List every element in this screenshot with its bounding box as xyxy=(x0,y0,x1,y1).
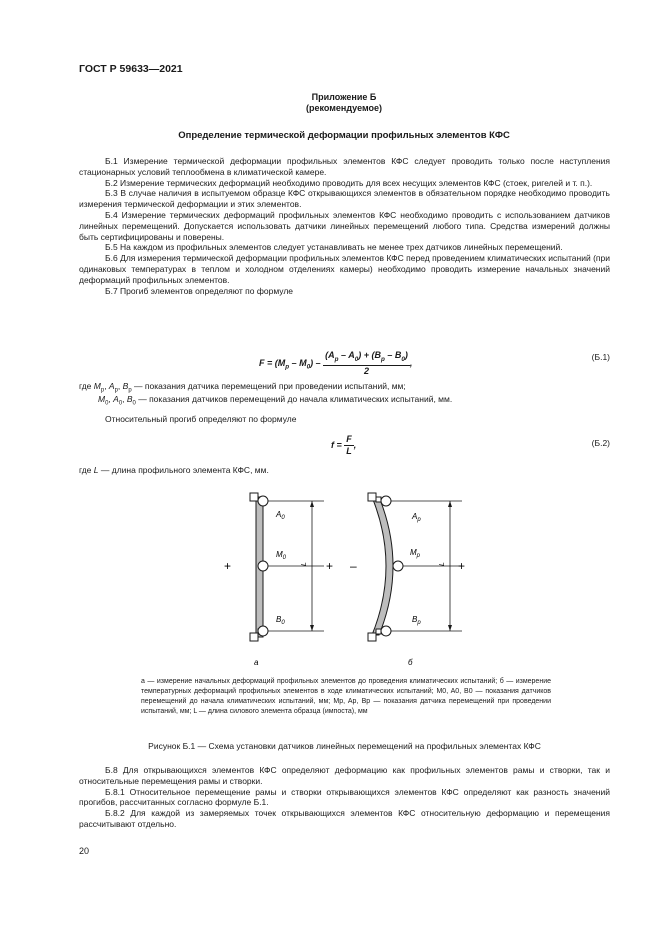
label-part-a: а xyxy=(254,658,259,667)
sensor-a0 xyxy=(258,496,268,506)
appendix-heading xyxy=(79,92,609,114)
formula-b1: $F = (M_p - M_0)$ – $\frac{(A_p - A_0) + (B_p - B_0)}{2}$ , xyxy=(259,350,413,376)
definition-b2: где L — длина профильного элемента КФС, мм. xyxy=(79,465,269,475)
label-m0: $M_0$ xyxy=(276,550,287,561)
formula-b1-row xyxy=(79,346,610,376)
label-length-b: L xyxy=(439,562,446,566)
figure-part-a xyxy=(224,493,333,667)
relative-intro: Относительный прогиб определяют по формуле xyxy=(105,414,297,424)
formula-b1-number: (Б.1) xyxy=(591,352,610,362)
label-part-b: б xyxy=(408,658,413,667)
label-ap: $A_р$ xyxy=(412,512,421,523)
figure-title: Рисунок Б.1 — Схема установки датчиков линейных перемещений на профильных элементах КФС xyxy=(148,741,541,751)
formula-b2-number: (Б.2) xyxy=(591,438,610,448)
sensor-ap xyxy=(381,496,391,506)
paragraph-b7: Б.7 Прогиб элементов определяют по формуле xyxy=(105,285,294,296)
label-b0: $B_0$ xyxy=(276,615,285,626)
formula-b1-fraction: $\frac{(A_p - A_0) + (B_p - B_0)}{2}$ xyxy=(325,350,408,376)
paragraph-b6: Б.6 Для измерения термической деформации профильных элементов КФС перед проведением климатических испытаний (при одинаковых температурах в теплом и холодном отделениях камеры) необходимо проводить измерение начальных значений деформаций профильных элементов. xyxy=(79,253,610,285)
formula-b2-fraction: $\frac{F}{L}$ xyxy=(346,434,352,456)
paragraph-b2: Б.2 Измерение термических деформаций необходимо проводить для всех несущих элементов КФС (стоек, ригелей и т. п.). xyxy=(105,177,593,188)
paragraph-b8-2: Б.8.2 Для каждой из замеряемых точек открывающихся элементов КФС относительную деформацию и перемещения рассчитывают отдельно. xyxy=(79,808,610,829)
body-text-1 xyxy=(79,156,610,296)
label-mp: $M_р$ xyxy=(410,548,421,559)
appendix-subtitle: (рекомендуемое) xyxy=(306,103,382,113)
appendix-title: Приложение Б xyxy=(311,92,377,102)
formula-b2: f = $\frac{F}{L}$ , xyxy=(331,434,357,456)
sign-plus-right: + xyxy=(458,559,466,573)
label-a0: $A_0$ xyxy=(276,510,285,521)
figure-note: а — измерение начальных деформаций профильных элементов до проведения климатических испытаний; б — измерение температурных деформаций профильных элементов в ходе климатических испытаний; M0, A0, B0 — показания датчиков перемещений до начала климатических испытаний, мм; Mp, Ap, Bp — показания датчика перемещений при проведении испытаний, мм; L — длина силового элемента образца (импоста), мм xyxy=(141,678,551,715)
paragraph-b8: Б.8 Для открывающихся элементов КФС определяют деформацию как профильных элементов рамы и створки, так и относительные перемещения рамы и створки. xyxy=(79,765,610,786)
paragraph-b8-1: Б.8.1 Относительное перемещение рамы и створки открывающихся элементов КФС определяют как разность значений прогибов, рассчитанных согласно формуле Б.1. xyxy=(79,786,610,808)
top-support xyxy=(250,493,258,501)
paragraph-b1: Б.1 Измерение термической деформации профильных элементов КФС следует проводить только после наступления стационарных условий теплообмена в климатической камере. xyxy=(79,156,610,177)
sensor-m0 xyxy=(258,561,268,571)
sensor-mp xyxy=(393,561,403,571)
page-number: 20 xyxy=(79,846,90,856)
definition-b1-line2: $M_0$, $A_0$, $B_0$ — показания датчиков перемещений до начала климатических испытаний, мм. xyxy=(98,394,453,407)
sign-plus-middle: + xyxy=(326,559,334,573)
body-text-2 xyxy=(79,765,610,830)
sign-plus-left: + xyxy=(224,559,232,573)
section-title: Определение термической деформации профильных элементов КФС xyxy=(178,130,510,141)
profile-element-bent xyxy=(372,497,393,635)
sign-minus: – xyxy=(350,559,357,573)
document-header: ГОСТ Р 59633—2021 xyxy=(79,63,183,75)
label-length-a: L xyxy=(301,562,308,566)
definition-b1-line1: где $M_p$, $A_p$, $B_p$ — показания датчика перемещений при проведении испытаний, мм; xyxy=(79,381,406,394)
paragraph-b4: Б.4 Измерение термических деформаций профильных элементов КФС необходимо проводить с использованием датчиков линейных перемещений. Допускается использовать датчики линейных перемещений любого типа. Средства измерений должны быть сертифицированы и поверены. xyxy=(79,209,610,242)
figure-sensor-scheme xyxy=(200,485,500,675)
sensor-bp xyxy=(381,626,391,636)
formula-b2-row xyxy=(79,432,610,460)
label-bp: $B_р$ xyxy=(412,615,421,626)
paragraph-b5: Б.5 На каждом из профильных элементов следует устанавливать не менее трех датчиков линейных перемещений. xyxy=(105,242,563,253)
figure-part-b xyxy=(350,493,465,667)
sensor-b0 xyxy=(258,626,268,636)
bottom-support xyxy=(250,633,258,641)
paragraph-b3: Б.3 В случае наличия в испытуемом образце КФС открывающихся элементов в обязательном порядке необходимо проводить измерения термической деформации и этих элементов. xyxy=(79,188,610,210)
